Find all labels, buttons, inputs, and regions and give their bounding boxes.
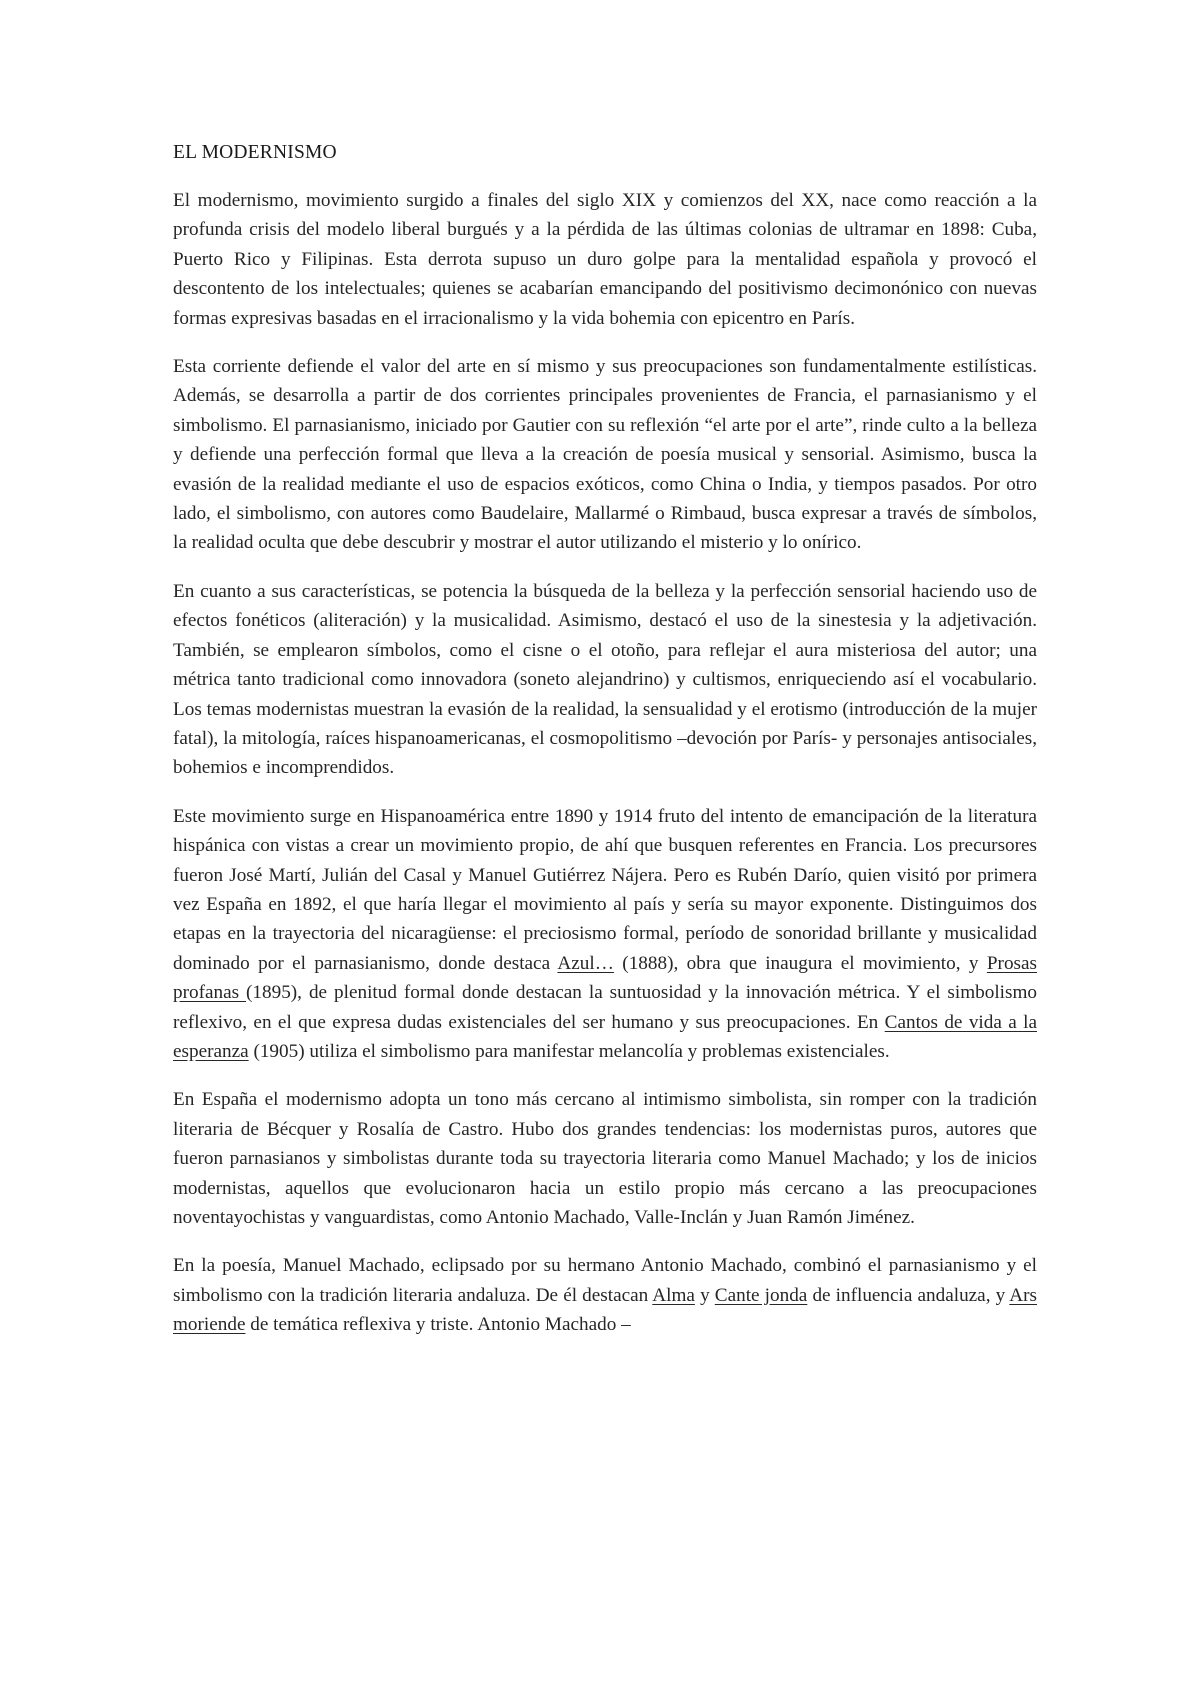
paragraph-text: y [694, 1284, 715, 1306]
body-paragraph [173, 186, 1037, 333]
paragraph-text: (1905) utiliza el simbolismo para manifestar melancolía y problemas existenciales. [248, 1040, 890, 1062]
paragraph-text: El modernismo, movimiento surgido a finales del siglo XIX y comienzos del XX, nace como reacción a la profunda crisis del modelo liberal burgués y a la pérdida de las últimas colonias de ultramar en 1898: Cuba, Puerto Rico y Filipinas. Esta derrota supuso un duro golpe para la mentalidad española y provocó el descontento de los intelectuales; quienes se acabarían emancipando del positivismo decimonónico con nuevas formas expresivas basadas en el irracionalismo y la vida bohemia con epicentro en París. [173, 190, 1037, 329]
paragraph-text: Este movimiento surge en Hispanoamérica entre 1890 y 1914 fruto del intento de emancipación de la literatura hispánica con vistas a crear un movimiento propio, de ahí que busquen referentes en Francia. Los precursores fueron José Martí, Julián del Casal y Manuel Gutiérrez Nájera. Pero es Rubén Darío, quien visitó por primera vez España en 1892, el que haría llegar el movimiento al país y sería su mayor exponente. Distinguimos dos etapas en la trayectoria del nicaragüense: el preciosismo formal, período de sonoridad brillante y musicalidad dominado por el parnasianismo, donde destaca [173, 805, 1037, 974]
paragraph-text: Esta corriente defiende el valor del arte en sí mismo y sus preocupaciones son fundamentalmente estilísticas. Además, se desarrolla a partir de dos corrientes principales provenientes de Francia, el parnasianismo y el simbolismo. El parnasianismo, iniciado por Gautier con su reflexión “el arte por el arte”, rinde culto a la belleza y defiende una perfección formal que lleva a la creación de poesía musical y sensorial. Asimismo, busca la evasión de la realidad mediante el uso de espacios exóticos, como China o India, y tiempos pasados. Por otro lado, el simbolismo, con autores como Baudelaire, Mallarmé o Rimbaud, busca expresar a través de símbolos, la realidad oculta que debe descubrir y mostrar el autor utilizando el misterio y lo onírico. [173, 356, 1037, 554]
paragraph-text: En cuanto a sus características, se potencia la búsqueda de la belleza y la perfección sensorial haciendo uso de efectos fonéticos (aliteración) y la musicalidad. Asimismo, destacó el uso de la sinestesia y la adjetivación. También, se emplearon símbolos, como el cisne o el otoño, para reflejar el aura misteriosa del autor; una métrica tanto tradicional como innovadora (soneto alejandrino) y cultismos, enriqueciendo así el vocabulario. Los temas modernistas muestran la evasión de la realidad, la sensualidad y el erotismo (introducción de la mujer fatal), la mitología, raíces hispanoamericanas, el cosmopolitismo –devoción por París- y personajes antisociales, bohemios e incomprendidos. [173, 580, 1037, 779]
body-paragraph [173, 802, 1037, 1067]
paragraph-text: de influencia andaluza, y [807, 1284, 1010, 1306]
document-body [173, 186, 1037, 1340]
underlined-work-title: Prosas profanas [173, 952, 1037, 1004]
underlined-work-title: Cantos de vida a la esperanza [173, 1011, 1037, 1062]
paragraph-text: En España el modernismo adopta un tono más cercano al intimismo simbolista, sin romper con la tradición literaria de Bécquer y Rosalía de Castro. Hubo dos grandes tendencias: los modernistas puros, autores que fueron parnasianos y simbolistas durante toda su trayectoria literaria como Manuel Machado; y los de inicios modernistas, aquellos que evolucionaron hacia un estilo propio más cercano a las preocupaciones noventayochistas y vanguardistas, como Antonio Machado, Valle-Inclán y Juan Ramón Jiménez. [173, 1089, 1037, 1228]
body-paragraph [173, 577, 1037, 783]
underlined-work-title: Ars moriende [173, 1284, 1037, 1336]
paragraph-text: (1895), de plenitud formal donde destacan la suntuosidad y la innovación métrica. Y el simbolismo reflexivo, en el que expresa dudas existenciales del ser humano y sus preocupaciones. En [173, 982, 1037, 1033]
body-paragraph [173, 352, 1037, 558]
paragraph-text: (1888), obra que inaugura el movimiento, y [613, 952, 987, 974]
underlined-work-title: Alma [652, 1284, 695, 1306]
underlined-work-title: Cante jonda [714, 1284, 808, 1306]
document-title: EL MODERNISMO [173, 142, 337, 163]
underlined-work-title: Azul… [557, 952, 614, 974]
body-paragraph [173, 1251, 1037, 1339]
paragraph-text: En la poesía, Manuel Machado, eclipsado por su hermano Antonio Machado, combinó el parnasianismo y el simbolismo con la tradición literaria andaluza. De él destacan [173, 1255, 1037, 1306]
document-page [173, 142, 1037, 1359]
body-paragraph [173, 1085, 1037, 1232]
paragraph-text: de temática reflexiva y triste. Antonio Machado – [245, 1314, 631, 1336]
